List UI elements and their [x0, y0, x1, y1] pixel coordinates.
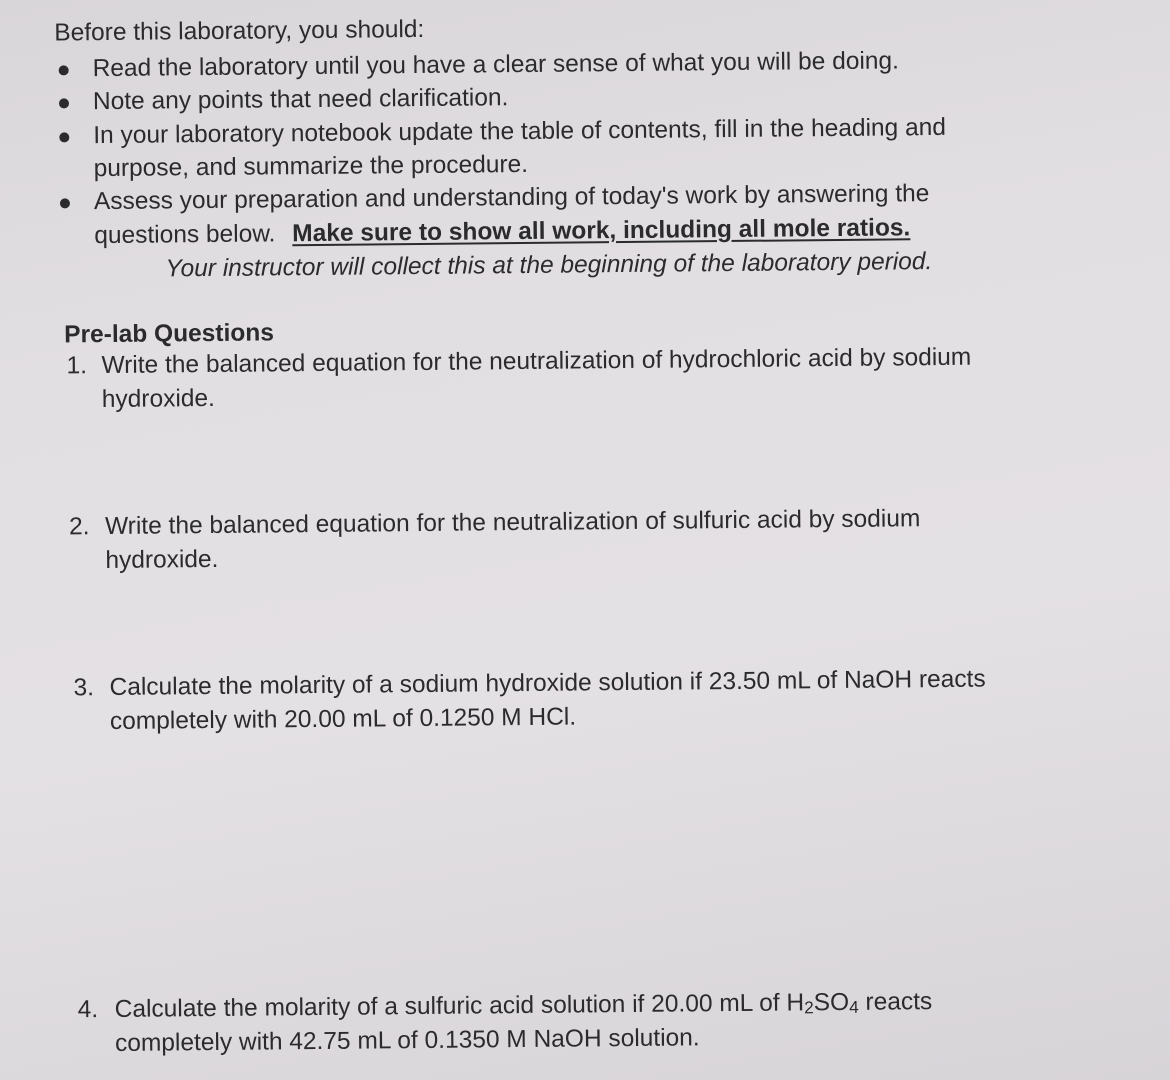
question-4-line-1 — [115, 987, 933, 1029]
question-2-line-2: hydroxide. — [105, 545, 219, 575]
question-1-number: 1. — [66, 352, 88, 380]
question-2-number: 2. — [68, 513, 90, 541]
bullet-3-text-line-2: purpose, and summarize the procedure. — [93, 150, 529, 183]
bullet-2-text: Note any points that need clarification. — [92, 84, 509, 116]
bullet-4-text-line-1: Assess your preparation and understanding of today's work by answering the — [93, 180, 930, 216]
question-3-line-2: completely with 20.00 mL of 0.1250 M HCl. — [109, 703, 577, 735]
collect-note: Your instructor will collect this at the beginning of the laboratory period. — [165, 248, 933, 283]
question-4-line-2: completely with 42.75 mL of 0.1350 M NaOH solution. — [114, 1024, 700, 1057]
bullet-dot — [60, 198, 70, 208]
question-4-text-end: reacts — [858, 988, 933, 1016]
bullet-dot — [59, 132, 69, 142]
subscript-2: 2 — [804, 997, 814, 1018]
bullet-1-text: Read the laboratory until you have a clear sense of what you will be doing. — [92, 47, 900, 83]
question-4-number: 4. — [77, 996, 99, 1024]
question-2-line-1: Write the balanced equation for the neutralization of sulfuric acid by sodium — [104, 505, 921, 541]
subscript-4: 4 — [849, 996, 859, 1017]
prelab-title: Pre-lab Questions — [64, 319, 275, 349]
bullet-4-emphasis: Make sure to show all work, including all mole ratios. — [292, 214, 911, 248]
intro-heading: Before this laboratory, you should: — [54, 15, 425, 47]
question-3-line-1: Calculate the molarity of a sodium hydroxide solution if 23.50 mL of NaOH reacts — [109, 665, 986, 701]
question-4-formula: SO — [813, 988, 850, 1017]
bullet-4-text-line-2 — [94, 213, 910, 251]
bullet-dot — [59, 98, 69, 108]
bullet-3-text-line-1: In your laboratory notebook update the table of contents, fill in the heading and — [93, 113, 947, 150]
question-1-line-2: hydroxide. — [101, 384, 216, 414]
bullet-4-prefix: questions below. — [94, 220, 276, 250]
question-4-text-start: Calculate the molarity of a sulfuric acid solution if 20.00 mL of H — [114, 989, 805, 1023]
question-3-number: 3. — [73, 674, 95, 702]
bullet-dot — [59, 65, 69, 75]
question-1-line-1: Write the balanced equation for the neutralization of hydrochloric acid by sodium — [101, 343, 972, 380]
